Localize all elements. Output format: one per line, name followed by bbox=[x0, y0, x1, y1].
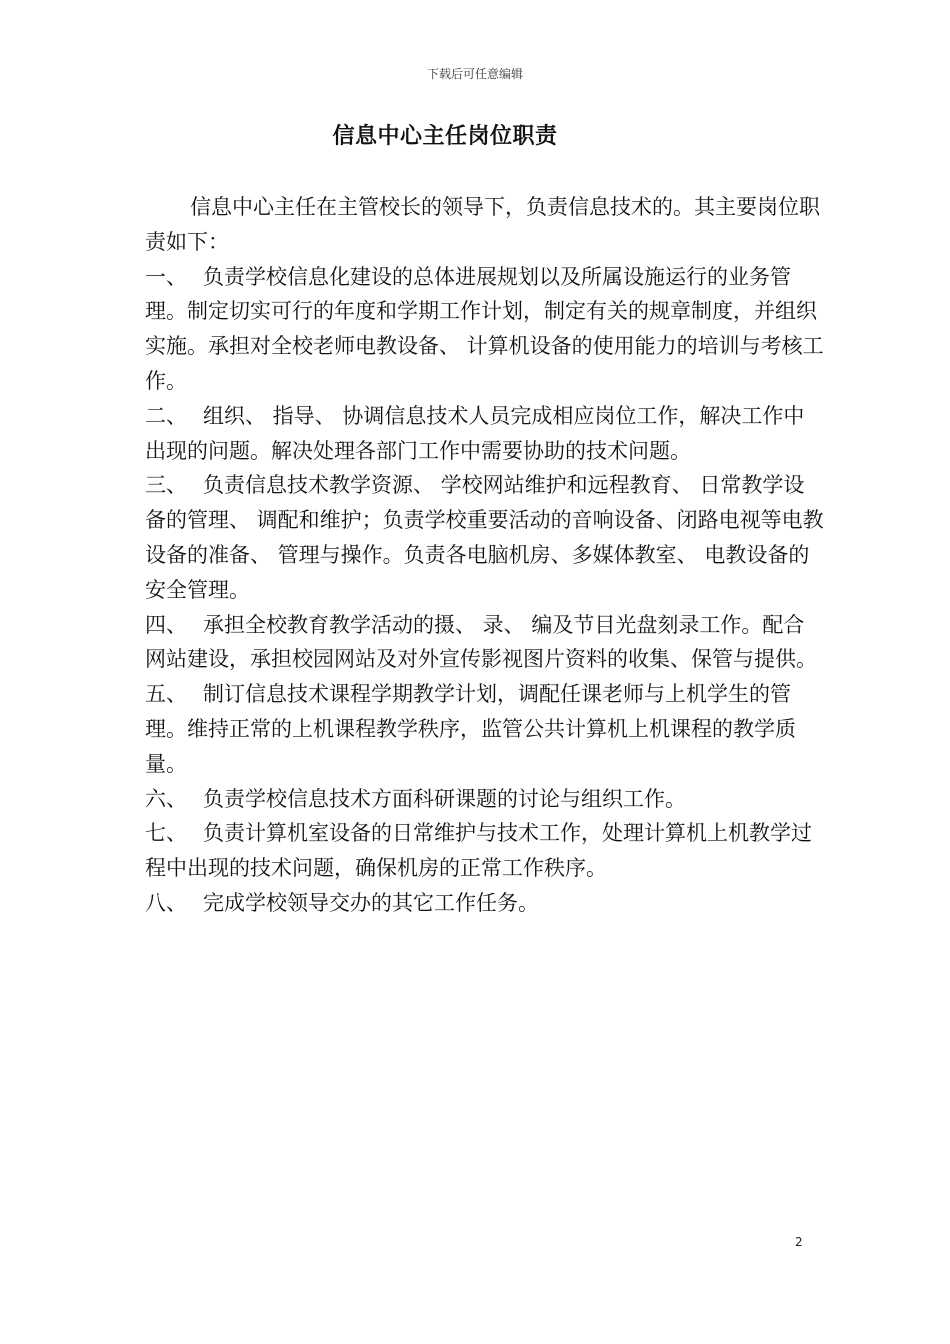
duty-item-5 bbox=[145, 677, 825, 781]
page-number: 2 bbox=[795, 1235, 803, 1249]
page-header-note: 下载后可任意编辑 bbox=[426, 67, 523, 81]
duty-text: 完成学校领导交办的其它工作任务。 bbox=[203, 890, 539, 915]
duty-number: 三、 bbox=[145, 473, 187, 498]
duty-text: 负责学校信息技术方面科研课题的讨论与组织工作。 bbox=[203, 786, 686, 811]
intro-paragraph: 信息中心主任在主管校长的领导下，负责信息技术的。其主要岗位职责如下： bbox=[145, 195, 820, 254]
duty-number: 六、 bbox=[145, 786, 187, 811]
duty-number: 七、 bbox=[145, 821, 187, 846]
document-body bbox=[145, 190, 825, 921]
duty-text: 组织、 指导、 协调信息技术人员完成相应岗位工作，解决工作中出现的问题。解决处理各部门工作中需要协助的技术问题。 bbox=[145, 403, 805, 463]
duty-number: 五、 bbox=[145, 682, 187, 707]
duty-text: 负责计算机室设备的日常维护与技术工作，处理计算机上机教学过程中出现的技术问题，确保机房的正常工作秩序。 bbox=[145, 821, 812, 881]
duty-item-1 bbox=[145, 260, 825, 399]
duty-number: 一、 bbox=[145, 264, 187, 289]
duty-number: 八、 bbox=[145, 890, 187, 915]
duty-item-3 bbox=[145, 468, 825, 607]
duty-text: 负责学校信息化建设的总体进展规划以及所属设施运行的业务管理。制定切实可行的年度和学期工作计划，制定有关的规章制度，并组织实施。承担对全校老师电教设备、 计算机设备的使用能力的培训与考核工作。 bbox=[145, 264, 824, 393]
document-title: 信息中心主任岗位职责 bbox=[332, 124, 558, 149]
duty-number: 四、 bbox=[145, 612, 187, 637]
duty-item-8 bbox=[145, 886, 825, 921]
duty-item-2 bbox=[145, 399, 825, 469]
duty-text: 制订信息技术课程学期教学计划，调配任课老师与上机学生的管理。维持正常的上机课程教学秩序，监管公共计算机上机课程的教学质量。 bbox=[145, 682, 796, 776]
duty-item-4 bbox=[145, 608, 825, 678]
duty-text: 负责信息技术教学资源、 学校网站维护和远程教育、 日常教学设备的管理、 调配和维护；负责学校重要活动的音响设备、闭路电视等电教设备的准备、 管理与操作。负责各电脑机房、多媒体教室、 电教设备的安全管理。 bbox=[145, 473, 824, 602]
duty-item-6 bbox=[145, 782, 825, 817]
duty-number: 二、 bbox=[145, 403, 187, 428]
duty-text: 承担全校教育教学活动的摄、 录、 编及节目光盘刻录工作。配合网站建设，承担校园网站及对外宣传影视图片资料的收集、保管与提供。 bbox=[145, 612, 817, 672]
duty-item-7 bbox=[145, 816, 825, 886]
